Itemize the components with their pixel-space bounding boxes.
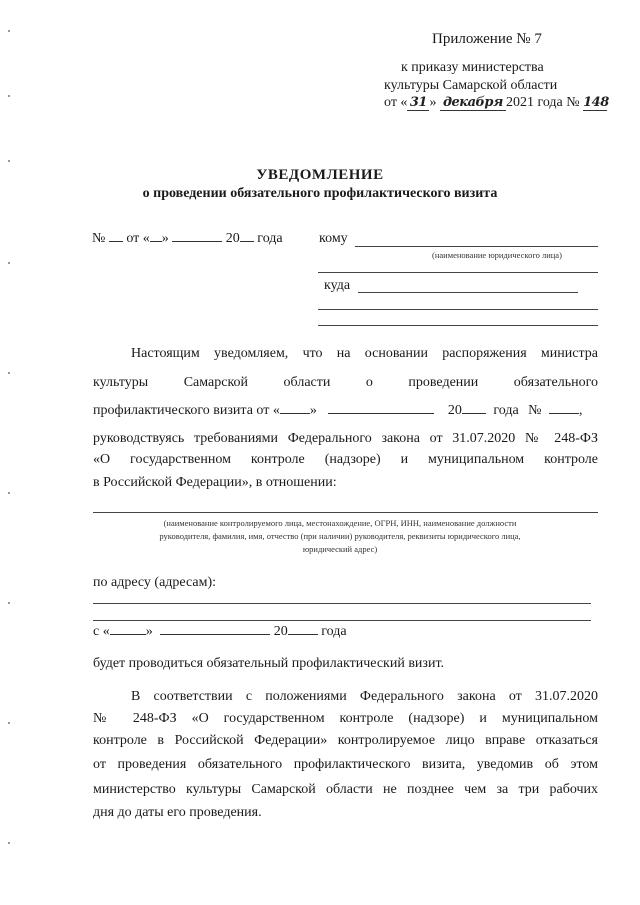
address-label: по адресу (адресам): — [93, 575, 216, 590]
visit-quote-close: » — [309, 403, 317, 418]
address-line-2 — [93, 620, 591, 621]
from-label: от — [126, 231, 140, 246]
paragraph-2-line-2: № 248-ФЗ «О государственном контроле (надзоре) и муниципальном — [93, 711, 598, 726]
will-be-text: будет проводиться обязательный профилактический визит. — [93, 656, 445, 671]
where-line — [358, 292, 578, 293]
where-label: куда — [324, 278, 351, 293]
notice-number-line — [92, 231, 283, 247]
quote-open: « — [142, 231, 150, 246]
no-blank — [109, 241, 123, 242]
paragraph-1-line-2: культуры Самарской области о проведении обязательного — [93, 375, 598, 390]
to-line — [355, 246, 598, 247]
order-line-1: к приказу министерства — [401, 60, 544, 75]
visit-day-blank — [280, 413, 310, 414]
scan-mark — [8, 722, 10, 724]
paragraph-1-line-6: в Российской Федерации», в отношении: — [93, 475, 337, 490]
scan-mark — [8, 160, 10, 162]
quote-close: » — [161, 231, 169, 246]
from-year-blank — [288, 634, 318, 635]
page-title: УВЕДОМЛЕНИЕ — [256, 167, 384, 183]
visit-number-blank — [549, 413, 579, 414]
year-suffix: года — [257, 231, 283, 246]
scan-mark — [8, 842, 10, 844]
order-year-text: 2021 года № — [505, 95, 580, 110]
scan-mark — [8, 492, 10, 494]
visit-comma: , — [579, 403, 583, 418]
visit-year-prefix: 20 — [447, 403, 462, 418]
from-year-suffix: года — [321, 624, 347, 639]
paragraph-2-line-3: контроле в Российской Федерации» контролируемое лицо вправе отказаться — [93, 733, 598, 748]
no-label: № — [92, 231, 106, 246]
scan-mark — [8, 602, 10, 604]
where-line-2 — [318, 309, 598, 310]
paragraph-2-line-5: министерство культуры Самарской области не позднее чем за три рабочих — [93, 782, 598, 797]
visit-from-text: профилактического визита от « — [93, 403, 280, 418]
paragraph-1-line-3 — [93, 403, 583, 419]
address-line-1 — [93, 603, 591, 604]
order-line-2: культуры Самарской области — [384, 78, 558, 93]
paragraph-1-line-4: руководствуясь требованиями Федерального закона от 31.07.2020 № 248-ФЗ — [93, 431, 598, 446]
paragraph-2-line-1: В соответствии с положениями Федерального закона от 31.07.2020 — [131, 689, 598, 704]
to-line-2 — [318, 272, 598, 273]
paragraph-2-line-4: от проведения обязательного профилактического визита, уведомив об этом — [93, 757, 598, 772]
from-year-prefix: 20 — [273, 624, 288, 639]
scan-mark — [8, 30, 10, 32]
entity-caption-1: (наименование контролируемого лица, местонахождение, ОГРН, ИНН, наименование должности — [163, 518, 517, 528]
paragraph-1-line-5: «О государственном контроле (надзоре) и муниципальном контроле — [93, 452, 598, 467]
paragraph-1-line-1: Настоящим уведомляем, что на основании распоряжения министра — [131, 346, 598, 361]
order-day: 31 — [407, 95, 429, 111]
scan-mark — [8, 262, 10, 264]
order-date-line — [384, 95, 607, 111]
page-subtitle: о проведении обязательного профилактического визита — [142, 186, 498, 201]
day-blank — [150, 241, 162, 242]
entity-caption-2: руководителя, фамилия, имя, отчество (при наличии) руководителя, реквизиты юридического лица, — [159, 531, 521, 541]
appendix-number: Приложение № 7 — [432, 31, 542, 47]
from-month-blank — [160, 634, 270, 635]
month-blank — [172, 241, 222, 242]
from-c-label: с « — [93, 624, 110, 639]
order-month: декабря — [440, 95, 506, 111]
order-number: 148 — [583, 95, 609, 110]
entity-line — [93, 512, 598, 513]
year-prefix: 20 — [225, 231, 240, 246]
visit-no-label: года № — [493, 403, 542, 418]
from-date-line — [93, 624, 347, 640]
order-from-prefix: от « — [384, 95, 408, 110]
paragraph-2-line-6: дня до даты его проведения. — [93, 805, 262, 820]
from-quote-close: » — [145, 624, 153, 639]
from-day-blank — [110, 634, 146, 635]
scan-mark — [8, 372, 10, 374]
where-line-3 — [318, 325, 598, 326]
year-blank — [240, 241, 254, 242]
visit-year-blank — [462, 413, 486, 414]
visit-month-blank — [328, 413, 434, 414]
entity-caption-3: юридический адрес) — [302, 544, 378, 554]
scan-mark — [8, 95, 10, 97]
to-label: кому — [319, 231, 348, 246]
to-caption: (наименование юридического лица) — [432, 250, 562, 260]
order-quote-close: » — [429, 95, 437, 110]
